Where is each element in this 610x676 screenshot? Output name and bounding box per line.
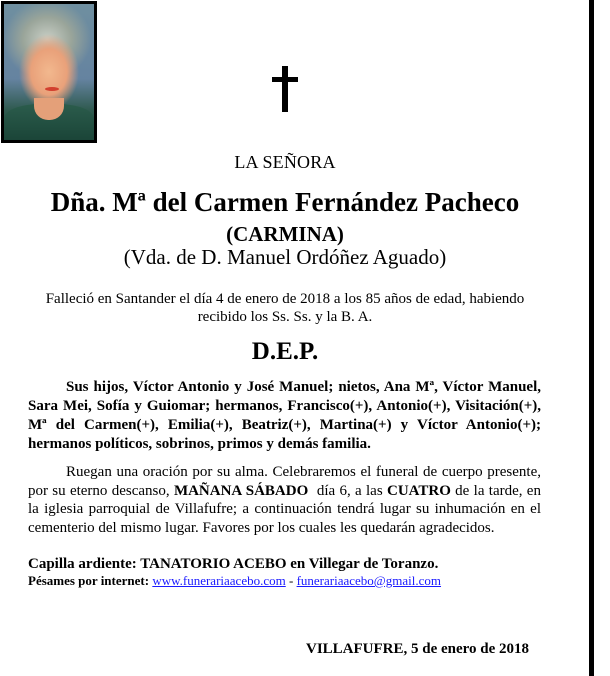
capilla-ardiente: Capilla ardiente: TANATORIO ACEBO en Villegar de Toranzo.: [28, 556, 439, 572]
website-link[interactable]: www.funerariaacebo.com: [152, 573, 286, 588]
right-border-bar: [589, 0, 594, 676]
mass-text-2: día 6, a las: [308, 482, 387, 499]
pesames-separator: -: [285, 573, 297, 588]
signature-place-date: VILLAFUFRE, 5 de enero de 2018: [306, 641, 530, 657]
pesames-line: [28, 573, 441, 589]
mass-text-3: de la tarde, en la iglesia parroquial de Villafufre; a continuación tendrá lugar su inhumación en el cementerio del mismo lugar. Favores por los cuales les quedarán agradecidos.: [28, 482, 541, 536]
photo-lips: [45, 87, 59, 91]
title-la-senora: LA SEÑORA: [234, 152, 336, 172]
mass-hour: CUATRO: [386, 482, 451, 499]
family-text: Sus hijos, Víctor Antonio y José Manuel; nietos, Ana Mª, Víctor Manuel, Sara Mei, Sofía y Guiomar; hermanos, Francisco(+), Antonio(+), Visitación(+), Mª del Carmen(+), Emilia(+), Beatriz(+), Martina(+) y Víctor Antonio(+); hermanos políticos, sobrinos, primos y demás familia.: [28, 379, 541, 452]
death-notice: Falleció en Santander el día 4 de enero de 2018 a los 85 años de edad, habiendo recibido los Ss. Ss. y la B. A.: [45, 291, 525, 325]
portrait-photo: [1, 1, 97, 143]
widow-of: (Vda. de D. Manuel Ordóñez Aguado): [123, 245, 447, 269]
mass-day: MAÑANA SÁBADO: [173, 482, 309, 499]
cross-icon: [272, 66, 298, 112]
dep-heading: D.E.P.: [251, 338, 319, 365]
mass-paragraph: [28, 463, 541, 537]
email-link[interactable]: funerariaacebo@gmail.com: [296, 573, 442, 588]
family-paragraph: [28, 378, 541, 454]
deceased-nickname: (CARMINA): [226, 222, 344, 246]
mass-text-1: Ruegan una oración por su alma. Celebraremos el funeral de cuerpo presente, por su eterno descanso,: [28, 464, 541, 499]
deceased-name: Dña. Mª del Carmen Fernández Pacheco: [50, 187, 520, 217]
pesames-label: Pésames por internet:: [28, 573, 153, 588]
